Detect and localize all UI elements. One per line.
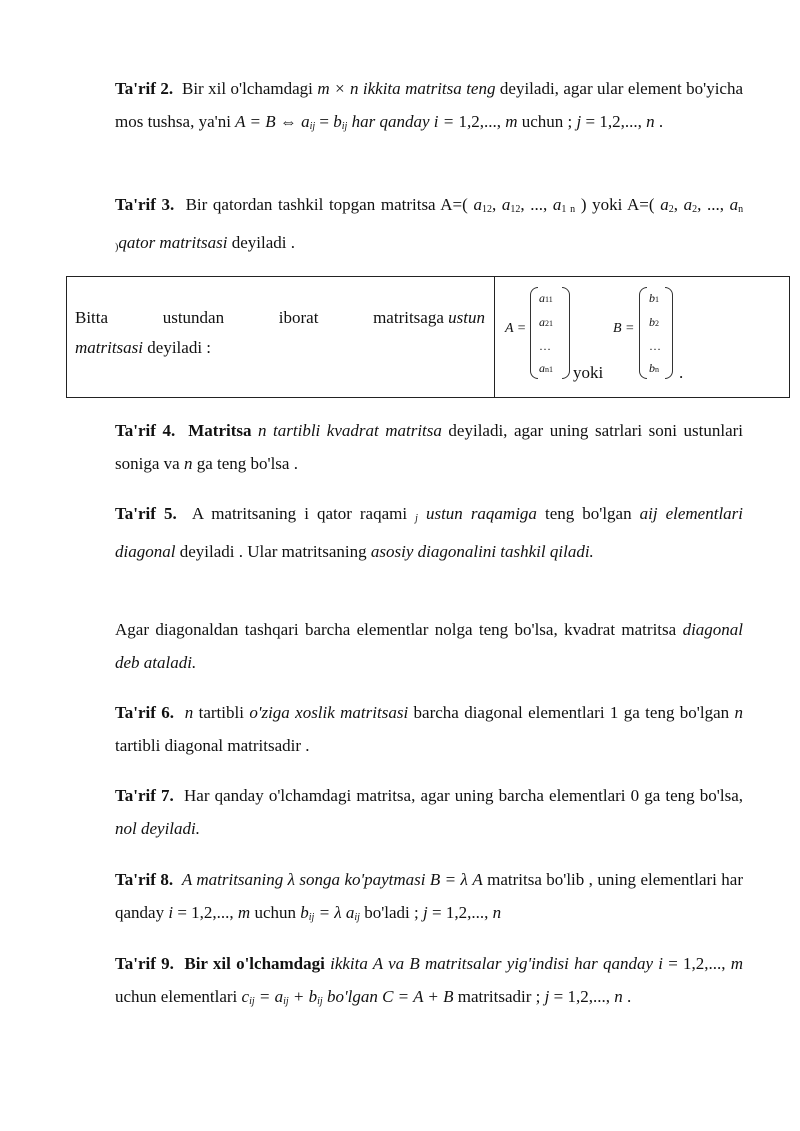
formula: n bbox=[184, 703, 194, 722]
text: , bbox=[697, 195, 702, 214]
matrix-b-entries: b1 b2 … bn bbox=[649, 291, 661, 375]
definition-3-title: Ta'rif 3. bbox=[115, 195, 175, 214]
definition-7 bbox=[115, 779, 743, 845]
text: A matritsaning i qator raqami bbox=[191, 504, 408, 523]
text: uchun elementlari bbox=[115, 987, 238, 1006]
table-text-cell bbox=[75, 303, 485, 363]
subscript: ij bbox=[309, 121, 316, 132]
text: deyiladi, agar uning satrlari soni ustunlari soniga va bbox=[115, 421, 744, 473]
text: Bitta bbox=[75, 308, 109, 327]
subscript: ij bbox=[308, 912, 315, 923]
text: 1,2,..., bbox=[599, 112, 642, 131]
matrix-a-entries: a11 a21 … an1 bbox=[539, 291, 553, 375]
text: bo'ladi ; bbox=[364, 903, 419, 922]
formula: A matritsaning λ songa ko'paytmasi B = λ A bbox=[181, 870, 483, 889]
definition-2 bbox=[115, 72, 743, 143]
text: A=( bbox=[627, 195, 655, 214]
table-divider bbox=[494, 277, 495, 397]
text: deyiladi . Ular matritsaning bbox=[179, 542, 367, 561]
text: Agar diagonaldan tashqari barcha elementlar nolga teng bo'lsa, kvadrat matritsa bbox=[115, 620, 677, 639]
definition-4-title: Ta'rif 4. bbox=[115, 421, 176, 440]
subscript: ij bbox=[317, 996, 323, 1007]
diagonal-paragraph bbox=[115, 613, 743, 679]
text: Bir xil o'lchamdagi bbox=[184, 954, 325, 973]
text: deyiladi : bbox=[147, 338, 212, 357]
text: ..., bbox=[530, 195, 548, 214]
period: . bbox=[679, 363, 684, 382]
text: , bbox=[673, 195, 678, 214]
text: tartibli bbox=[198, 703, 244, 722]
subscript: 2 bbox=[692, 204, 698, 215]
text: = bbox=[668, 954, 678, 973]
text: ikkita A va B matritsalar yig'indisi har qanday i bbox=[330, 954, 663, 973]
text: ustun raqamiga bbox=[425, 504, 537, 523]
formula: + b bbox=[292, 987, 318, 1006]
matrix-a bbox=[530, 287, 570, 377]
text: nol deyiladi. bbox=[115, 819, 200, 838]
definition-9-title: Ta'rif 9. bbox=[115, 954, 174, 973]
text: = bbox=[585, 112, 596, 131]
text: , bbox=[491, 195, 497, 214]
formula: qator matritsasi bbox=[118, 233, 228, 252]
text: Har qanday o'lchamdagi matritsa, agar uning barcha elementlari 0 ga teng bo'lsa, bbox=[184, 786, 743, 805]
table-text-line bbox=[75, 303, 485, 333]
text: Bir qatordan tashkil topgan matritsa A=( bbox=[185, 195, 468, 214]
text: Matritsa bbox=[188, 421, 252, 440]
formula: a bbox=[552, 195, 562, 214]
left-paren bbox=[530, 287, 538, 379]
definition-8 bbox=[115, 863, 743, 934]
text: ustundan bbox=[162, 308, 225, 327]
subscript: ij bbox=[249, 996, 255, 1007]
formula: j bbox=[544, 987, 550, 1006]
subscript: 12 bbox=[510, 204, 521, 215]
definition-5-title: Ta'rif 5. bbox=[115, 504, 177, 523]
text: ..., bbox=[706, 195, 724, 214]
formula: n bbox=[646, 112, 655, 131]
formula: = λ a bbox=[318, 903, 355, 922]
formula: n bbox=[614, 987, 623, 1006]
formula: n bbox=[492, 903, 502, 922]
text: Bir xil o'lchamdagi bbox=[182, 79, 313, 98]
definition-6 bbox=[115, 696, 743, 762]
matrix-a-label: A = bbox=[505, 321, 527, 336]
definition-9 bbox=[115, 947, 743, 1018]
table-text-line bbox=[75, 333, 485, 363]
formula: i bbox=[168, 903, 174, 922]
formula: a bbox=[501, 195, 511, 214]
definition-8-title: Ta'rif 8. bbox=[115, 870, 174, 889]
text: asosiy diagonalini tashkil qiladi. bbox=[370, 542, 594, 561]
formula: = a bbox=[258, 987, 284, 1006]
text: 1,2,..., bbox=[458, 112, 501, 131]
formula: a bbox=[729, 195, 739, 214]
formula: m bbox=[505, 112, 518, 131]
text: . bbox=[626, 987, 632, 1006]
definition-6-title: Ta'rif 6. bbox=[115, 703, 175, 722]
formula: a bbox=[683, 195, 693, 214]
subscript: ij bbox=[283, 996, 289, 1007]
text: barcha diagonal elementlari 1 ga teng bo'lgan bbox=[413, 703, 730, 722]
text: ga teng bo'lsa . bbox=[196, 454, 298, 473]
formula: n bbox=[734, 703, 743, 722]
text: o'ziga xoslik matritsasi bbox=[249, 703, 409, 722]
text: . bbox=[658, 112, 664, 131]
formula: bo'lgan C = A + B bbox=[326, 987, 454, 1006]
subscript: j bbox=[415, 513, 418, 524]
subscript: ij bbox=[354, 912, 360, 923]
subscript: n ) bbox=[115, 204, 744, 253]
column-matrix-table bbox=[66, 276, 790, 398]
text: uchun bbox=[254, 903, 296, 922]
text: , bbox=[520, 195, 525, 214]
subscript: 12 bbox=[481, 204, 492, 215]
text: 1,2,..., bbox=[567, 987, 610, 1006]
text: ) bbox=[580, 195, 587, 214]
text: teng bo'lgan bbox=[544, 504, 632, 523]
definition-4 bbox=[115, 414, 743, 480]
right-paren bbox=[665, 287, 673, 379]
definition-2-title: Ta'rif 2. bbox=[115, 79, 174, 98]
formula: har qanday i = bbox=[351, 112, 455, 131]
text: iborat bbox=[278, 308, 319, 327]
definition-7-title: Ta'rif 7. bbox=[115, 786, 174, 805]
text: deyiladi, agar ular element bbox=[499, 79, 682, 98]
text: uchun ; bbox=[521, 112, 573, 131]
definition-3 bbox=[115, 188, 743, 264]
formula: n bbox=[183, 454, 193, 473]
text: matritsa bo'lib , uning elementlari har qanday bbox=[115, 870, 744, 922]
text: aij elementlari diagonal bbox=[115, 504, 744, 561]
formula: c bbox=[241, 987, 250, 1006]
text: diagonal deb ataladi. bbox=[115, 620, 744, 672]
right-paren bbox=[562, 287, 570, 379]
definition-5 bbox=[115, 497, 743, 568]
formula: b bbox=[300, 903, 309, 922]
formula: m bbox=[237, 903, 251, 922]
subscript: 2 bbox=[668, 204, 674, 215]
left-paren bbox=[639, 287, 647, 379]
text: m × n ikkita matritsa teng bbox=[317, 79, 496, 98]
text: matritsadir ; bbox=[457, 987, 541, 1006]
formula: a bbox=[660, 195, 669, 214]
matrix-b bbox=[639, 287, 673, 377]
yoki-text: yoki bbox=[573, 363, 604, 382]
text: = bbox=[319, 112, 330, 131]
formula: m bbox=[730, 954, 744, 973]
text: tartibli diagonal matritsadir . bbox=[115, 736, 310, 755]
formula: j bbox=[576, 112, 582, 131]
matrix-b-label: B = bbox=[613, 321, 635, 336]
text: yoki bbox=[592, 195, 623, 214]
text: n tartibli kvadrat matritsa bbox=[258, 421, 442, 440]
text: 1,2,..., bbox=[683, 954, 726, 973]
text: = 1,2,..., bbox=[177, 903, 234, 922]
subscript: ij bbox=[341, 121, 348, 132]
subscript: 1 n bbox=[561, 204, 576, 215]
text: bo'yicha mos tushsa, ya'ni bbox=[115, 79, 744, 131]
formula: j bbox=[423, 903, 428, 922]
text: = bbox=[553, 987, 564, 1006]
text: = 1,2,..., bbox=[431, 903, 489, 922]
text: matritsasi bbox=[75, 338, 144, 357]
text: matritsaga ustun bbox=[373, 308, 485, 327]
text: deyiladi . bbox=[231, 233, 295, 252]
formula: a bbox=[473, 195, 482, 214]
formula: b bbox=[333, 112, 342, 131]
formula: A = B ⇔ a bbox=[235, 112, 310, 131]
